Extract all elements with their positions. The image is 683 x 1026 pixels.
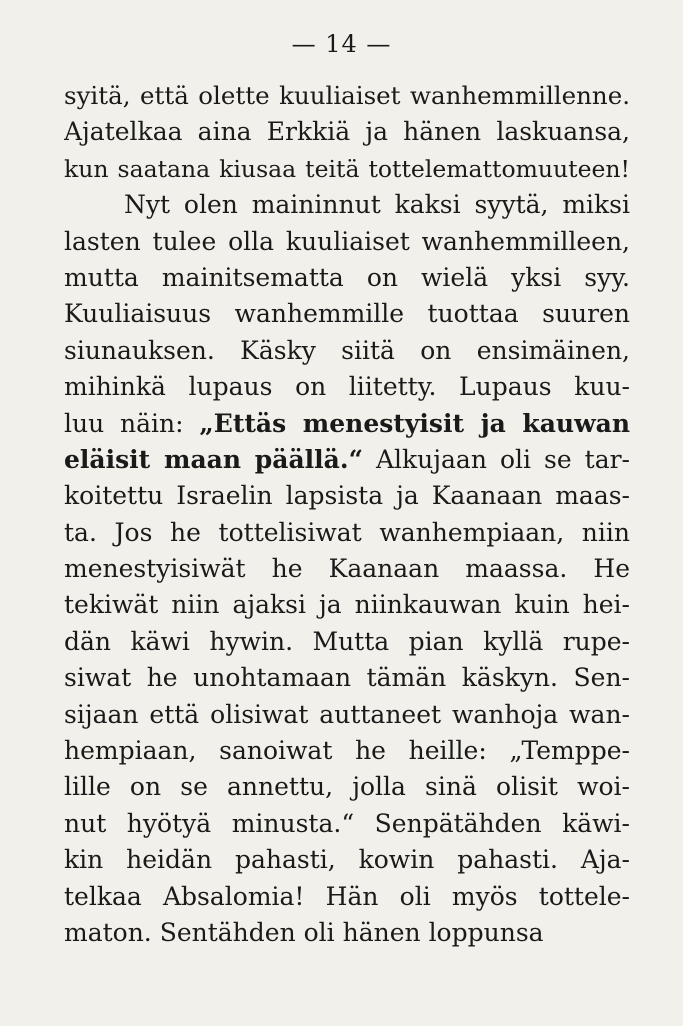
text-line: sijaan että olisiwat auttaneet wanhoja wan-: [64, 699, 630, 729]
emphasized-quote: eläisit maan päällä.“: [64, 444, 363, 474]
text-line: lasten tulee olla kuuliaiset wanhemmilleen,: [64, 226, 630, 256]
text-line: ta. Jos he tottelisiwat wanhempiaan, niin: [64, 517, 630, 547]
text-line: Nyt olen maininnut kaksi syytä, miksi: [124, 190, 630, 220]
text-line: [64, 442, 630, 478]
text-line: nut hyötyä minusta.“ Senpätähden käwi-: [64, 808, 630, 838]
body-text: [64, 78, 630, 951]
text-line: mutta mainitsematta on wielä yksi syy.: [64, 262, 630, 292]
emphasized-quote: „Ettäs menestyisit ja kauwan: [199, 408, 630, 438]
text-line: dän käwi hywin. Mutta pian kyllä rupe-: [64, 626, 630, 656]
text-line: telkaa Absalomia! Hän oli myös tottele-: [64, 881, 630, 911]
text-line: Kuuliaisuus wanhemmille tuottaa suuren: [64, 299, 630, 329]
text-line: syitä, että olette kuuliaiset wanhemmillenne.: [64, 81, 630, 110]
text-line: lille on se annettu, jolla sinä olisit woi-: [64, 772, 630, 802]
text-span: Alkujaan oli se tar-: [362, 444, 630, 474]
text-line: maton. Sentähden oli hänen loppunsa: [64, 917, 544, 947]
text-line: mihinkä lupaus on liitetty. Lupaus kuu-: [64, 372, 630, 402]
text-line: Ajatelkaa aina Erkkiä ja hänen laskuansa,: [64, 117, 630, 147]
text-span: luu näin:: [64, 408, 200, 438]
text-line: siwat he unohtamaan tämän käskyn. Sen-: [64, 663, 630, 693]
text-line: tekiwät niin ajaksi ja niinkauwan kuin hei-: [64, 590, 630, 620]
text-line: kin heidän pahasti, kowin pahasti. Aja-: [64, 845, 630, 875]
text-line: [64, 406, 630, 442]
page-number: — 14 —: [291, 30, 392, 58]
text-line: siunauksen. Käsky siitä on ensimäinen,: [64, 335, 630, 365]
text-line: koitettu Israelin lapsista ja Kaanaan maas-: [64, 481, 630, 511]
text-line: hempiaan, sanoiwat he heille: „Temppe-: [64, 736, 630, 766]
text-line: menestyisiwät he Kaanaan maassa. He: [64, 554, 630, 584]
text-line: kun saatana kiusaa teitä tottelemattomuuteen!: [64, 154, 630, 183]
